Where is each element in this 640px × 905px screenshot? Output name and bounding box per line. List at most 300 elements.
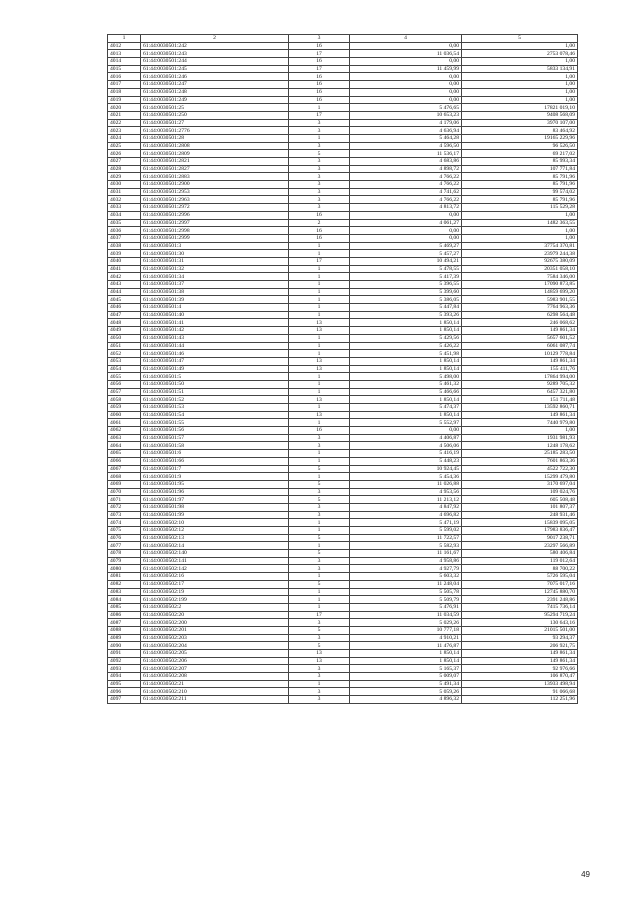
group-code-cell: 1: [289, 542, 350, 550]
row-number-cell: 4021: [108, 111, 141, 119]
cadastral-value-cell: 5983 901,55: [462, 296, 578, 304]
group-code-cell: 3: [289, 434, 350, 442]
cadastral-value-cell: 1,00: [462, 58, 578, 66]
table-row: [108, 350, 578, 358]
table-row: [108, 527, 578, 535]
cadastral-value-cell: 5657 601,52: [462, 334, 578, 342]
column-header-1: 1: [108, 35, 141, 43]
cadastral-number-cell: 61:44:0030501:2972: [141, 204, 289, 212]
specific-value-cell: 4 766,22: [350, 196, 462, 204]
cadastral-value-cell: 9289 705,32: [462, 380, 578, 388]
group-code-cell: 16: [289, 227, 350, 235]
column-header-5: 5: [462, 35, 578, 43]
specific-value-cell: 0,00: [350, 211, 462, 219]
row-number-cell: 4019: [108, 96, 141, 104]
group-code-cell: 16: [289, 42, 350, 50]
table-row: [108, 657, 578, 665]
row-number-cell: 4063: [108, 434, 141, 442]
specific-value-cell: 4 683,86: [350, 158, 462, 166]
cadastral-number-cell: 61:44:0030501:4: [141, 304, 289, 312]
cadastral-value-cell: 13933 498,94: [462, 680, 578, 688]
cadastral-value-cell: 83 464,92: [462, 127, 578, 135]
row-number-cell: 4087: [108, 619, 141, 627]
row-number-cell: 4080: [108, 565, 141, 573]
cadastral-value-cell: 37754 370,81: [462, 242, 578, 250]
table-header: [108, 35, 578, 43]
cadastral-number-cell: 61:44:0030501:7: [141, 465, 289, 473]
group-code-cell: 17: [289, 50, 350, 58]
cadastral-value-cell: 151 711,48: [462, 396, 578, 404]
cadastral-number-cell: 61:44:0030501:2808: [141, 142, 289, 150]
cadastral-number-cell: 61:44:0030501:6: [141, 450, 289, 458]
cadastral-number-cell: 61:44:0030501:244: [141, 58, 289, 66]
group-code-cell: 5: [289, 550, 350, 558]
specific-value-cell: 4 958,86: [350, 557, 462, 565]
specific-value-cell: 5 396,55: [350, 281, 462, 289]
cadastral-value-cell: 19165 229,96: [462, 134, 578, 142]
table-row: [108, 58, 578, 66]
cadastral-value-cell: 246 068,62: [462, 319, 578, 327]
group-code-cell: 13: [289, 357, 350, 365]
row-number-cell: 4079: [108, 557, 141, 565]
table-row: [108, 281, 578, 289]
cadastral-value-cell: 5726 595,04: [462, 573, 578, 581]
cadastral-value-cell: 605 508,48: [462, 496, 578, 504]
specific-value-cell: 5 393,26: [350, 311, 462, 319]
cadastral-value-cell: 17821 019,10: [462, 104, 578, 112]
column-header-3: 3: [289, 35, 350, 43]
table-row: [108, 519, 578, 527]
table-row: [108, 473, 578, 481]
group-code-cell: 1: [289, 242, 350, 250]
cadastral-number-cell: 61:44:0030501:52: [141, 396, 289, 404]
cadastral-value-cell: 106 870,47: [462, 673, 578, 681]
specific-value-cell: 10 777,18: [350, 626, 462, 634]
cadastral-value-cell: 17983 836,47: [462, 527, 578, 535]
specific-value-cell: 5 451,98: [350, 350, 462, 358]
table-row: [108, 50, 578, 58]
row-number-cell: 4092: [108, 657, 141, 665]
cadastral-value-cell: 2391 248,86: [462, 596, 578, 604]
row-number-cell: 4055: [108, 373, 141, 381]
table-row: [108, 404, 578, 412]
cadastral-number-cell: 61:44:0030501:246: [141, 73, 289, 81]
cadastral-number-cell: 61:44:0030501:56: [141, 427, 289, 435]
group-code-cell: 16: [289, 73, 350, 81]
cadastral-number-cell: 61:44:0030502:199: [141, 596, 289, 604]
specific-value-cell: 5 461,32: [350, 380, 462, 388]
row-number-cell: 4065: [108, 450, 141, 458]
cadastral-number-cell: 61:44:0030501:98: [141, 503, 289, 511]
specific-value-cell: 4 061,27: [350, 219, 462, 227]
cadastral-number-cell: 61:44:0030501:25: [141, 104, 289, 112]
specific-value-cell: 5 509,79: [350, 596, 462, 604]
specific-value-cell: 1 850,14: [350, 357, 462, 365]
cadastral-value-cell: 130 643,16: [462, 619, 578, 627]
row-number-cell: 4054: [108, 365, 141, 373]
row-number-cell: 4037: [108, 234, 141, 242]
table-row: [108, 542, 578, 550]
cadastral-number-cell: 61:44:0030502:17: [141, 580, 289, 588]
table-row: [108, 73, 578, 81]
group-code-cell: 5: [289, 534, 350, 542]
row-number-cell: 4072: [108, 503, 141, 511]
table-row: [108, 442, 578, 450]
row-number-cell: 4082: [108, 580, 141, 588]
group-code-cell: 1: [289, 419, 350, 427]
cadastral-number-cell: 61:44:0030502:206: [141, 657, 289, 665]
specific-value-cell: 11 034,59: [350, 611, 462, 619]
row-number-cell: 4038: [108, 242, 141, 250]
group-code-cell: 3: [289, 565, 350, 573]
table-row: [108, 273, 578, 281]
specific-value-cell: 5 165,37: [350, 665, 462, 673]
table-row: [108, 219, 578, 227]
specific-value-cell: 0,00: [350, 88, 462, 96]
table-row: [108, 580, 578, 588]
cadastral-value-cell: 1,00: [462, 73, 578, 81]
specific-value-cell: 4 741,62: [350, 188, 462, 196]
row-number-cell: 4081: [108, 573, 141, 581]
cadastral-value-cell: 155 411,76: [462, 365, 578, 373]
row-number-cell: 4028: [108, 165, 141, 173]
group-code-cell: 3: [289, 196, 350, 204]
cadastral-number-cell: 61:44:0030501:50: [141, 380, 289, 388]
specific-value-cell: 5 603,32: [350, 573, 462, 581]
cadastral-value-cell: 1,00: [462, 81, 578, 89]
cadastral-value-cell: 1,00: [462, 42, 578, 50]
cadastral-value-cell: 91 066,68: [462, 688, 578, 696]
specific-value-cell: 11 536,17: [350, 150, 462, 158]
row-number-cell: 4071: [108, 496, 141, 504]
row-number-cell: 4022: [108, 119, 141, 127]
group-code-cell: 1: [289, 288, 350, 296]
cadastral-number-cell: 61:44:0030502:204: [141, 642, 289, 650]
row-number-cell: 4074: [108, 519, 141, 527]
specific-value-cell: 4 927,79: [350, 565, 462, 573]
group-code-cell: 1: [289, 404, 350, 412]
group-code-cell: 16: [289, 96, 350, 104]
group-code-cell: 5: [289, 150, 350, 158]
table-row: [108, 388, 578, 396]
row-number-cell: 4049: [108, 327, 141, 335]
specific-value-cell: 1 850,14: [350, 657, 462, 665]
table-row: [108, 411, 578, 419]
group-code-cell: 1: [289, 104, 350, 112]
row-number-cell: 4089: [108, 634, 141, 642]
specific-value-cell: 4 766,22: [350, 173, 462, 181]
table-row: [108, 119, 578, 127]
cadastral-number-cell: 61:44:0030501:57: [141, 434, 289, 442]
cadastral-value-cell: 6298 564,48: [462, 311, 578, 319]
group-code-cell: 1: [289, 265, 350, 273]
table-row: [108, 342, 578, 350]
specific-value-cell: 5 426,22: [350, 342, 462, 350]
group-code-cell: 17: [289, 611, 350, 619]
table-row: [108, 42, 578, 50]
table-row: [108, 134, 578, 142]
group-code-cell: 1: [289, 603, 350, 611]
table-row: [108, 465, 578, 473]
group-code-cell: 17: [289, 65, 350, 73]
group-code-cell: 17: [289, 257, 350, 265]
row-number-cell: 4085: [108, 603, 141, 611]
cadastral-number-cell: 61:44:0030501:242: [141, 42, 289, 50]
specific-value-cell: 4 953,56: [350, 488, 462, 496]
table-row: [108, 173, 578, 181]
table-row: [108, 81, 578, 89]
cadastral-number-cell: 61:44:0030501:9: [141, 473, 289, 481]
table-row: [108, 319, 578, 327]
cadastral-number-cell: 61:44:0030501:41: [141, 319, 289, 327]
table-row: [108, 688, 578, 696]
row-number-cell: 4064: [108, 442, 141, 450]
specific-value-cell: 5 474,37: [350, 404, 462, 412]
row-number-cell: 4043: [108, 281, 141, 289]
row-number-cell: 4068: [108, 473, 141, 481]
cadastral-value-cell: 6457 321,80: [462, 388, 578, 396]
cadastral-value-cell: 13592 860,71: [462, 404, 578, 412]
table-row: [108, 619, 578, 627]
cadastral-value-cell: 1,00: [462, 211, 578, 219]
row-number-cell: 4090: [108, 642, 141, 650]
cadastral-value-cell: 101 807,37: [462, 503, 578, 511]
table-row: [108, 111, 578, 119]
group-code-cell: 1: [289, 519, 350, 527]
group-code-cell: 1: [289, 588, 350, 596]
group-code-cell: 3: [289, 665, 350, 673]
specific-value-cell: 0,00: [350, 227, 462, 235]
table-row: [108, 365, 578, 373]
row-number-cell: 4042: [108, 273, 141, 281]
row-number-cell: 4057: [108, 388, 141, 396]
cadastral-value-cell: 115 529,28: [462, 204, 578, 212]
table-row: [108, 550, 578, 558]
table-row: [108, 357, 578, 365]
table-row: [108, 65, 578, 73]
row-number-cell: 4032: [108, 196, 141, 204]
group-code-cell: 3: [289, 158, 350, 166]
cadastral-number-cell: 61:44:0030501:37: [141, 281, 289, 289]
cadastral-value-cell: 1,00: [462, 88, 578, 96]
cadastral-number-cell: 61:44:0030501:49: [141, 365, 289, 373]
group-code-cell: 1: [289, 273, 350, 281]
cadastral-number-cell: 61:44:0030502:12: [141, 527, 289, 535]
cadastral-value-cell: 1,00: [462, 96, 578, 104]
cadastral-value-cell: 149 861,34: [462, 327, 578, 335]
specific-value-cell: 5 469,27: [350, 242, 462, 250]
cadastral-number-cell: 61:44:0030501:44: [141, 342, 289, 350]
specific-value-cell: 5 471,19: [350, 519, 462, 527]
group-code-cell: 3: [289, 204, 350, 212]
cadastral-value-cell: 3170 697,04: [462, 480, 578, 488]
row-number-cell: 4046: [108, 304, 141, 312]
row-number-cell: 4030: [108, 181, 141, 189]
cadastral-number-cell: 61:44:0030501:47: [141, 357, 289, 365]
group-code-cell: 3: [289, 557, 350, 565]
cadastral-value-cell: 248 931,46: [462, 511, 578, 519]
table-row: [108, 373, 578, 381]
cadastral-number-cell: 61:44:0030501:248: [141, 88, 289, 96]
group-code-cell: 1: [289, 350, 350, 358]
group-code-cell: 1: [289, 250, 350, 258]
cadastral-value-cell: 1248 178,62: [462, 442, 578, 450]
specific-value-cell: 1 850,14: [350, 396, 462, 404]
table-row: [108, 427, 578, 435]
specific-value-cell: 5 009,07: [350, 673, 462, 681]
group-code-cell: 5: [289, 465, 350, 473]
specific-value-cell: 5 498,00: [350, 373, 462, 381]
table-body: [108, 42, 578, 703]
row-number-cell: 4058: [108, 396, 141, 404]
table-row: [108, 257, 578, 265]
cadastral-number-cell: 61:44:0030502:200: [141, 619, 289, 627]
group-code-cell: 5: [289, 580, 350, 588]
group-code-cell: 1: [289, 450, 350, 458]
table-row: [108, 88, 578, 96]
specific-value-cell: 5 386,05: [350, 296, 462, 304]
group-code-cell: 16: [289, 81, 350, 89]
specific-value-cell: 1 850,14: [350, 411, 462, 419]
table-row: [108, 304, 578, 312]
cadastral-value-cell: 149 861,34: [462, 650, 578, 658]
cadastral-value-cell: 92 976,66: [462, 665, 578, 673]
cadastral-number-cell: 61:44:0030501:46: [141, 350, 289, 358]
table-row: [108, 327, 578, 335]
table-row: [108, 96, 578, 104]
group-code-cell: 1: [289, 380, 350, 388]
row-number-cell: 4091: [108, 650, 141, 658]
cadastral-number-cell: 61:44:0030502:16: [141, 573, 289, 581]
table-row: [108, 634, 578, 642]
table-row: [108, 665, 578, 673]
cadastral-value-cell: 7415 736,14: [462, 603, 578, 611]
group-code-cell: 3: [289, 142, 350, 150]
row-number-cell: 4048: [108, 319, 141, 327]
cadastral-number-cell: 61:44:0030501:55: [141, 419, 289, 427]
specific-value-cell: 5 464,28: [350, 134, 462, 142]
row-number-cell: 4077: [108, 542, 141, 550]
group-code-cell: 5: [289, 496, 350, 504]
row-number-cell: 4052: [108, 350, 141, 358]
row-number-cell: 4086: [108, 611, 141, 619]
cadastral-value-cell: 14859 699,20: [462, 288, 578, 296]
table-row: [108, 288, 578, 296]
specific-value-cell: 4 596,50: [350, 142, 462, 150]
cadastral-value-cell: 7601 863,36: [462, 457, 578, 465]
specific-value-cell: 4 179,06: [350, 119, 462, 127]
specific-value-cell: 5 457,27: [350, 250, 462, 258]
specific-value-cell: 5 505,78: [350, 588, 462, 596]
cadastral-number-cell: 61:44:0030501:2997: [141, 219, 289, 227]
row-number-cell: 4061: [108, 419, 141, 427]
table-row: [108, 334, 578, 342]
cadastral-number-cell: 61:44:0030502:20: [141, 611, 289, 619]
cadastral-number-cell: 61:44:0030501:2821: [141, 158, 289, 166]
cadastral-value-cell: 85 791,96: [462, 196, 578, 204]
cadastral-number-cell: 61:44:0030501:250: [141, 111, 289, 119]
cadastral-number-cell: 61:44:0030501:38: [141, 288, 289, 296]
cadastral-number-cell: 61:44:0030501:51: [141, 388, 289, 396]
row-number-cell: 4040: [108, 257, 141, 265]
group-code-cell: 3: [289, 442, 350, 450]
cadastral-number-cell: 61:44:0030501:31: [141, 257, 289, 265]
cadastral-value-cell: 85 993,34: [462, 158, 578, 166]
table-row: [108, 204, 578, 212]
row-number-cell: 4039: [108, 250, 141, 258]
cadastral-number-cell: 61:44:0030501:27: [141, 119, 289, 127]
row-number-cell: 4056: [108, 380, 141, 388]
table-row: [108, 380, 578, 388]
specific-value-cell: 0,00: [350, 81, 462, 89]
cadastral-value-cell: 1482 363,55: [462, 219, 578, 227]
table-row: [108, 419, 578, 427]
specific-value-cell: 0,00: [350, 427, 462, 435]
cadastral-number-cell: 61:44:0030501:28: [141, 134, 289, 142]
row-number-cell: 4088: [108, 626, 141, 634]
cadastral-number-cell: 61:44:0030501:2963: [141, 196, 289, 204]
table-row: [108, 611, 578, 619]
cadastral-number-cell: 61:44:0030501:43: [141, 334, 289, 342]
specific-value-cell: 0,00: [350, 96, 462, 104]
cadastral-number-cell: 61:44:0030502:13: [141, 534, 289, 542]
cadastral-value-cell: 1931 981,93: [462, 434, 578, 442]
row-number-cell: 4014: [108, 58, 141, 66]
specific-value-cell: 5 454,36: [350, 473, 462, 481]
specific-value-cell: 1 850,14: [350, 650, 462, 658]
group-code-cell: 13: [289, 411, 350, 419]
cadastral-number-cell: 61:44:0030501:243: [141, 50, 289, 58]
table-row: [108, 396, 578, 404]
cadastral-number-cell: 61:44:0030501:32: [141, 265, 289, 273]
cadastral-number-cell: 61:44:0030502:207: [141, 665, 289, 673]
specific-value-cell: 5 029,26: [350, 619, 462, 627]
specific-value-cell: 10 494,21: [350, 257, 462, 265]
cadastral-value-table: [107, 34, 578, 704]
specific-value-cell: 11 036,54: [350, 50, 462, 58]
table-row: [108, 496, 578, 504]
group-code-cell: 16: [289, 88, 350, 96]
cadastral-value-cell: 85 791,96: [462, 173, 578, 181]
row-number-cell: 4060: [108, 411, 141, 419]
row-number-cell: 4066: [108, 457, 141, 465]
group-code-cell: 3: [289, 503, 350, 511]
cadastral-number-cell: 61:44:0030502:142: [141, 565, 289, 573]
cadastral-number-cell: 61:44:0030502:203: [141, 634, 289, 642]
specific-value-cell: 4 506,06: [350, 442, 462, 450]
cadastral-value-cell: 149 861,34: [462, 357, 578, 365]
cadastral-value-cell: 88 700,22: [462, 565, 578, 573]
cadastral-number-cell: 61:44:0030502:10: [141, 519, 289, 527]
cadastral-value-cell: 15839 095,05: [462, 519, 578, 527]
cadastral-value-cell: 206 921,75: [462, 642, 578, 650]
specific-value-cell: 5 476,65: [350, 104, 462, 112]
cadastral-number-cell: 61:44:0030501:3: [141, 242, 289, 250]
row-number-cell: 4095: [108, 680, 141, 688]
specific-value-cell: 5 429,56: [350, 334, 462, 342]
row-number-cell: 4069: [108, 480, 141, 488]
group-code-cell: 13: [289, 319, 350, 327]
group-code-cell: 3: [289, 696, 350, 704]
group-code-cell: 3: [289, 119, 350, 127]
specific-value-cell: 0,00: [350, 58, 462, 66]
cadastral-number-cell: 61:44:0030502:140: [141, 550, 289, 558]
specific-value-cell: 5 599,02: [350, 527, 462, 535]
specific-value-cell: 1 850,14: [350, 319, 462, 327]
cadastral-number-cell: 61:44:0030502:21: [141, 680, 289, 688]
group-code-cell: 5: [289, 642, 350, 650]
table-row: [108, 650, 578, 658]
